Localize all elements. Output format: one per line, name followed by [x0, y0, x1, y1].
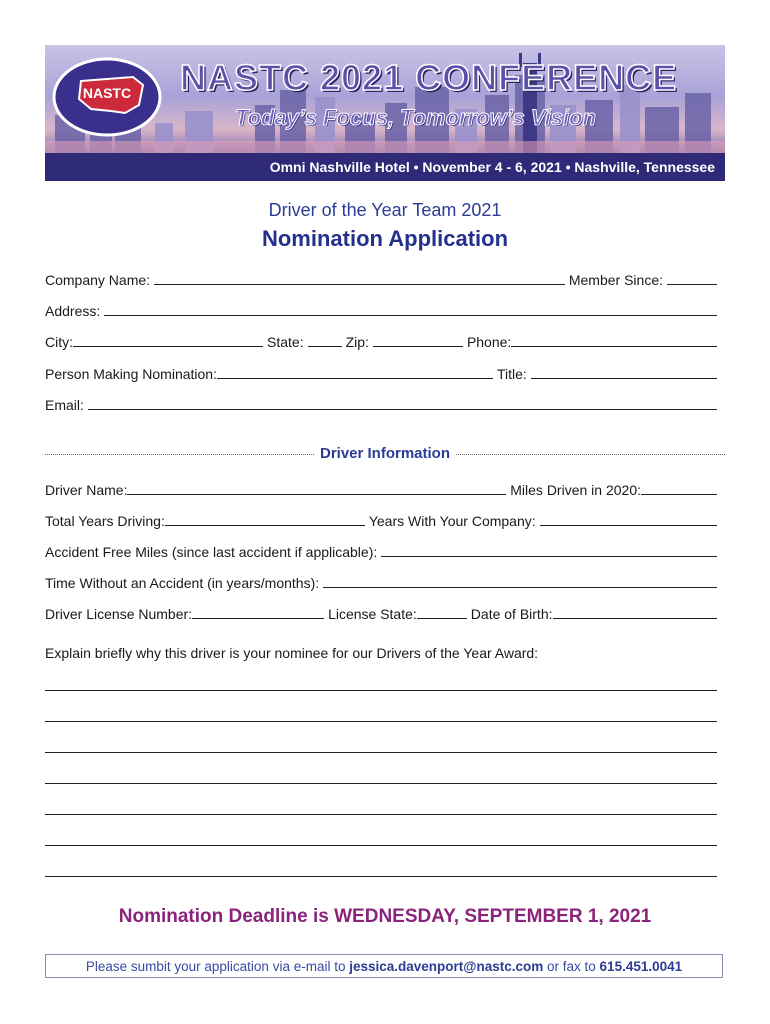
state-field[interactable] [308, 346, 342, 347]
nomination-deadline: Nomination Deadline is WEDNESDAY, SEPTEMBER 1, 2021 [118, 906, 652, 927]
address-row [45, 299, 717, 319]
person-nominating-label: Person Making Nomination: [45, 366, 217, 382]
total-years-field[interactable] [165, 525, 365, 526]
explanation-line[interactable] [45, 690, 717, 691]
driver-name-label: Driver Name: [45, 482, 128, 498]
miles-driven-field[interactable] [641, 494, 717, 495]
explanation-line[interactable] [45, 876, 717, 877]
license-number-label: Driver License Number: [45, 606, 193, 622]
person-nominating-field[interactable] [217, 378, 493, 379]
accident-free-field[interactable] [381, 556, 717, 557]
date-of-birth-label: Date of Birth: [470, 606, 553, 622]
submit-middle: or fax to [547, 958, 596, 974]
license-number-field[interactable] [192, 618, 324, 619]
form-subtitle: Driver of the Year Team 2021 [268, 200, 502, 220]
submit-prefix: Please sumbit your application via e-mail to [85, 958, 346, 974]
title-field[interactable] [531, 378, 717, 379]
nominator-row [45, 362, 717, 382]
accident-free-row [45, 540, 717, 560]
submit-fax: 615.451.0041 [599, 958, 683, 974]
phone-label: Phone: [466, 334, 512, 350]
explain-prompt: Explain briefly why this driver is your nominee for our Drivers of the Year Award: [45, 645, 539, 661]
address-field[interactable] [104, 315, 717, 316]
zip-label: Zip: [345, 334, 369, 350]
years-company-field[interactable] [540, 525, 717, 526]
time-without-label: Time Without an Accident (in years/months): [45, 575, 320, 591]
city-row [45, 330, 717, 350]
logo-text: NASTC [82, 85, 132, 101]
time-without-row [45, 571, 717, 591]
member-since-field[interactable] [667, 284, 717, 285]
company-row [45, 268, 717, 288]
license-row [45, 602, 717, 622]
company-name-field[interactable] [154, 284, 565, 285]
explanation-line[interactable] [45, 814, 717, 815]
divider-left [45, 454, 314, 455]
submit-email-link[interactable]: jessica.davenport@nastc.com [349, 958, 544, 974]
years-company-label: Years With Your Company: [368, 513, 536, 529]
email-row [45, 393, 717, 413]
venue-strip: Omni Nashville Hotel • November 4 - 6, 2021 • Nashville, Tennessee [45, 153, 725, 181]
conference-banner [45, 45, 725, 181]
phone-field[interactable] [511, 346, 717, 347]
license-state-field[interactable] [417, 618, 467, 619]
total-years-label: Total Years Driving: [45, 513, 165, 529]
zip-field[interactable] [373, 346, 463, 347]
email-field[interactable] [88, 409, 717, 410]
explanation-line[interactable] [45, 783, 717, 784]
explanation-line[interactable] [45, 752, 717, 753]
explanation-line[interactable] [45, 845, 717, 846]
conference-title: NASTC 2021 CONFERENCE [180, 57, 678, 98]
driver-info-divider [45, 443, 725, 463]
nastc-logo [51, 53, 163, 139]
state-label: State: [267, 334, 304, 350]
address-label: Address: [45, 303, 101, 319]
title-label: Title: [496, 366, 527, 382]
company-name-label: Company Name: [45, 272, 151, 288]
divider-right [456, 454, 725, 455]
license-state-label: License State: [328, 606, 417, 622]
driver-name-row [45, 478, 717, 498]
city-label: City: [45, 334, 73, 350]
date-of-birth-field[interactable] [553, 618, 718, 619]
time-without-field[interactable] [323, 587, 717, 588]
city-field[interactable] [73, 346, 263, 347]
explanation-line[interactable] [45, 721, 717, 722]
member-since-label: Member Since: [568, 272, 663, 288]
driver-info-heading: Driver Information [319, 444, 451, 462]
miles-driven-label: Miles Driven in 2020: [510, 482, 641, 498]
conference-tagline: Today’s Focus, Tomorrow’s Vision [235, 105, 597, 130]
years-row [45, 509, 717, 529]
form-title: Nomination Application [261, 226, 509, 251]
accident-free-label: Accident Free Miles (since last accident if applicable): [45, 544, 378, 560]
email-label: Email: [45, 397, 84, 413]
submission-instructions [45, 954, 723, 978]
driver-name-field[interactable] [127, 494, 506, 495]
